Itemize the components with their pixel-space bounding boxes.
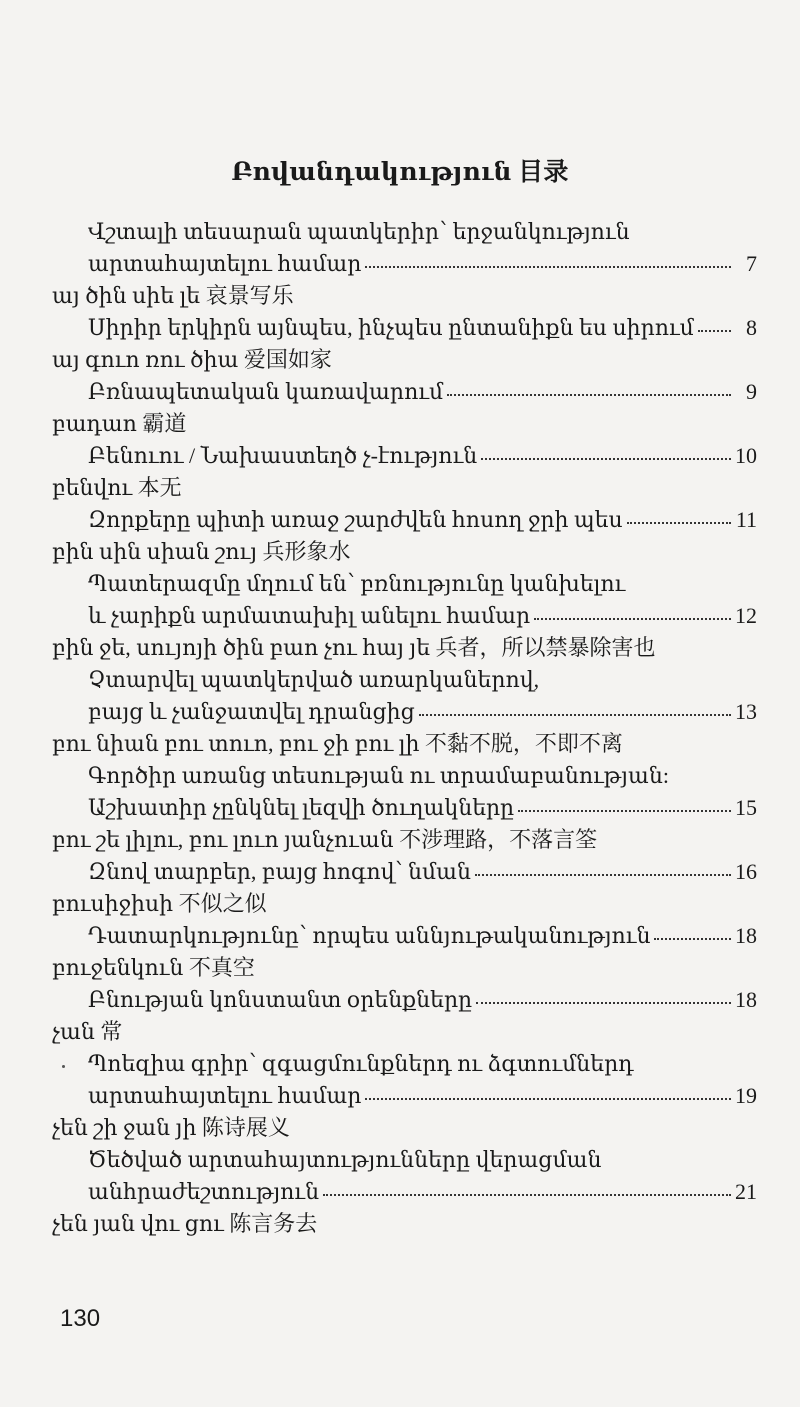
toc-entry-text: Բռնապետական կառավարում [88,379,444,404]
toc-entry-line [52,248,757,280]
toc-entry-text: Վշտալի տեսարան պատկերիր՝ երջանկություն [88,219,630,244]
toc-entry-heading: չան 常 [52,1019,123,1044]
toc-page-number: 12 [735,603,757,628]
dot-leader [627,505,731,527]
toc-entry-heading: բին ջե, սույոյի ծին բաո չու հայ յե 兵者，所以禁暴除害也 [52,635,656,660]
dot-leader [365,1081,731,1103]
toc-entry-text: Բենուու / Նախաստեղծ չ-էություն [88,443,478,468]
toc-entry-heading: բու շե լիլու, բու լուո յանչուան 不涉理路，不落言筌 [52,827,598,852]
toc-entry-line [52,664,757,696]
toc-entry-line [52,216,757,248]
toc-entry-line [52,1048,757,1080]
toc-entry [52,728,757,824]
toc-entry-text: Զորքերը պիտի առաջ շարժվեն հոսող ջրի պես [88,507,623,532]
toc-page-number: 11 [735,507,757,532]
toc-entry-heading: բադաո 霸道 [52,411,187,436]
dot-leader [365,249,731,271]
toc-entry-heading: այ ծին սիե լե 哀景写乐 [52,283,294,308]
dot-leader [654,921,731,943]
toc-page-number: 15 [735,795,757,820]
toc-page-number: 18 [735,987,757,1012]
toc-entry-heading: բին սին սիան շույ 兵形象水 [52,539,351,564]
dot-leader [447,377,731,399]
toc-page-number: 18 [735,923,757,948]
toc-entry [52,1112,757,1208]
toc-page-number: 8 [746,315,757,340]
toc-entry [52,1016,757,1112]
page-title: Բովանդակություն 目录 [231,159,569,186]
toc-page-number: 19 [735,1083,757,1108]
toc-entry [52,888,757,952]
toc-entry-heading: բու նիան բու տուո, բու ջի բու լի 不黏不脱，不即不离 [52,731,623,756]
dot-leader [518,793,731,815]
toc-page-number: 13 [735,699,757,724]
toc-entry-text: Դատարկությունը՝ որպես աննյութականություն [88,923,651,948]
toc-entry [52,216,757,280]
dot-leader [698,313,731,335]
toc-entry [52,344,757,408]
toc-entry-text: բայց և չանջատվել դրանցից [88,699,415,724]
toc-entry-heading: բենվու 本无 [52,475,182,500]
toc-entry-text: Գործիր առանց տեսության ու տրամաբանության: [88,763,669,788]
toc-page-number: 21 [735,1179,757,1204]
toc-entry-line [52,1080,757,1112]
table-of-contents [52,216,757,1240]
toc-entry-line [52,376,757,408]
toc-entry-line [52,600,757,632]
dot-leader [475,857,731,879]
toc-entry-line [52,1176,757,1208]
toc-entry [52,824,757,888]
dot-leader [534,601,731,623]
toc-entry-line [52,568,757,600]
toc-entry-line [52,760,757,792]
toc-entry-line [52,920,757,952]
toc-page-number: 9 [746,379,757,404]
dot-leader [419,697,731,719]
toc-entry-line [52,856,757,888]
toc-entry-line [52,984,757,1016]
toc-entry-text: Սիրիր երկիրն այնպես, ինչպես ընտանիքն ես սիրում [88,315,694,340]
dot-leader [476,985,731,1007]
toc-entry-text: Աշխատիր չընկնել լեզվի ծուղակները [88,795,515,820]
toc-entry-line [52,1144,757,1176]
toc-entry-text: Բնության կոնստանտ օրենքները [88,987,473,1012]
toc-entry-text: Պատերազմը մղում են՝ բռնությունը կանխելու [88,571,626,596]
print-speck [62,1065,65,1068]
toc-entry [52,632,757,728]
toc-entry-text: Պոեզիա գրիր՝ զգացմունքներդ ու ձգտումներդ [88,1051,634,1076]
toc-entry [52,408,757,472]
toc-entry-heading: չեն շի ջան յի 陈诗展义 [52,1115,290,1140]
toc-entry-line [52,696,757,728]
toc-entry [52,472,757,536]
toc-entry-heading: այ գուո ռու ծիա 爱国如家 [52,347,332,372]
toc-entry-text: Չտարվել պատկերված առարկաներով, [88,667,540,692]
toc-entry-text: արտահայտելու համար [88,1083,362,1108]
toc-entry-heading: բուսիջիսի 不似之似 [52,891,267,916]
dot-leader [481,441,731,463]
toc-page-number: 7 [746,251,757,276]
toc-entry-text: Ծեծված արտահայտությունները վերացման [88,1147,602,1172]
toc-page-number: 10 [735,443,757,468]
toc-entry-text: և չարիքն արմատախիլ անելու համար [88,603,531,628]
toc-entry [52,952,757,1016]
toc-entry [52,1208,757,1240]
dot-leader [323,1177,731,1199]
toc-entry [52,280,757,344]
toc-entry-text: անհրաժեշտություն [88,1179,320,1204]
toc-entry-line [52,312,757,344]
toc-page-number: 16 [735,859,757,884]
toc-entry [52,536,757,632]
toc-entry-heading: չեն յան վու ցու 陈言务去 [52,1211,318,1236]
toc-entry-line [52,504,757,536]
toc-entry-heading: բուջենկուն 不真空 [52,955,255,980]
toc-entry-line [52,792,757,824]
toc-entry-text: արտահայտելու համար [88,251,362,276]
toc-entry-line [52,440,757,472]
toc-entry-text: Զնով տարբեր, բայց հոգով՝ նման [88,859,471,884]
page-number: 130 [60,1305,101,1332]
